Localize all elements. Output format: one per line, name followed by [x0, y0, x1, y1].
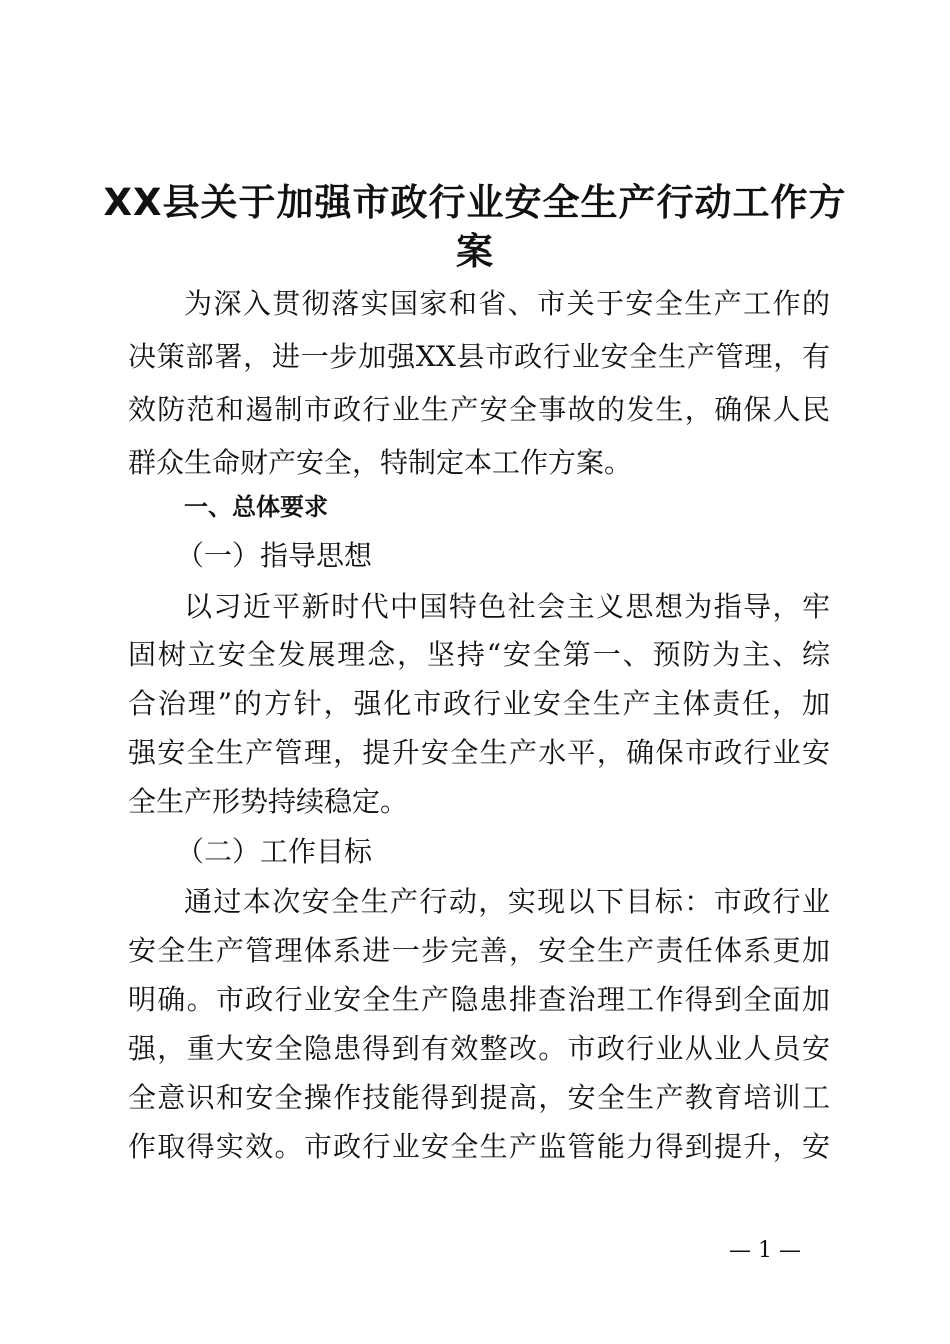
goals-line-6: 作取得实效。市政行业安全生产监管能力得到提升，安 — [128, 1130, 830, 1163]
document-title-line-2: 案 — [456, 230, 494, 273]
guiding-line-1: 以习近平新时代中国特色社会主义思想为指导，牢 — [184, 590, 830, 623]
page-number: — 1 — — [729, 1238, 801, 1263]
goals-line-1: 通过本次安全生产行动，实现以下目标：市政行业 — [184, 885, 830, 918]
guiding-line-5: 全生产形势持续稳定。 — [128, 785, 409, 818]
subsection-heading-guiding-thought: （一）指导思想 — [176, 539, 373, 572]
goals-line-5: 全意识和安全操作技能得到提高，安全生产教育培训工 — [128, 1081, 830, 1114]
guiding-line-3: 合治理”的方针，强化市政行业安全生产主体责任，加 — [128, 687, 830, 720]
goals-line-4: 强，重大安全隐患得到有效整改。市政行业从业人员安 — [128, 1032, 830, 1065]
section-heading-overall-requirements: 一、总体要求 — [184, 493, 328, 521]
guiding-line-4: 强安全生产管理，提升安全生产水平，确保市政行业安 — [128, 736, 830, 769]
subsection-heading-work-goals: （二）工作目标 — [176, 835, 373, 868]
document-title-line-1: XX县关于加强市政行业安全生产行动工作方 — [103, 181, 847, 224]
intro-line-4: 群众生命财产安全，特制定本工作方案。 — [128, 446, 633, 479]
intro-line-3: 效防范和遏制市政行业生产安全事故的发生，确保人民 — [128, 393, 830, 426]
goals-line-3: 明确。市政行业安全生产隐患排查治理工作得到全面加 — [128, 983, 830, 1016]
intro-line-2: 决策部署，进一步加强XX县市政行业安全生产管理，有 — [128, 340, 830, 373]
intro-line-1: 为深入贯彻落实国家和省、市关于安全生产工作的 — [184, 287, 830, 320]
goals-line-2: 安全生产管理体系进一步完善，安全生产责任体系更加 — [128, 934, 830, 967]
guiding-line-2: 固树立安全发展理念，坚持“安全第一、预防为主、综 — [128, 638, 830, 671]
